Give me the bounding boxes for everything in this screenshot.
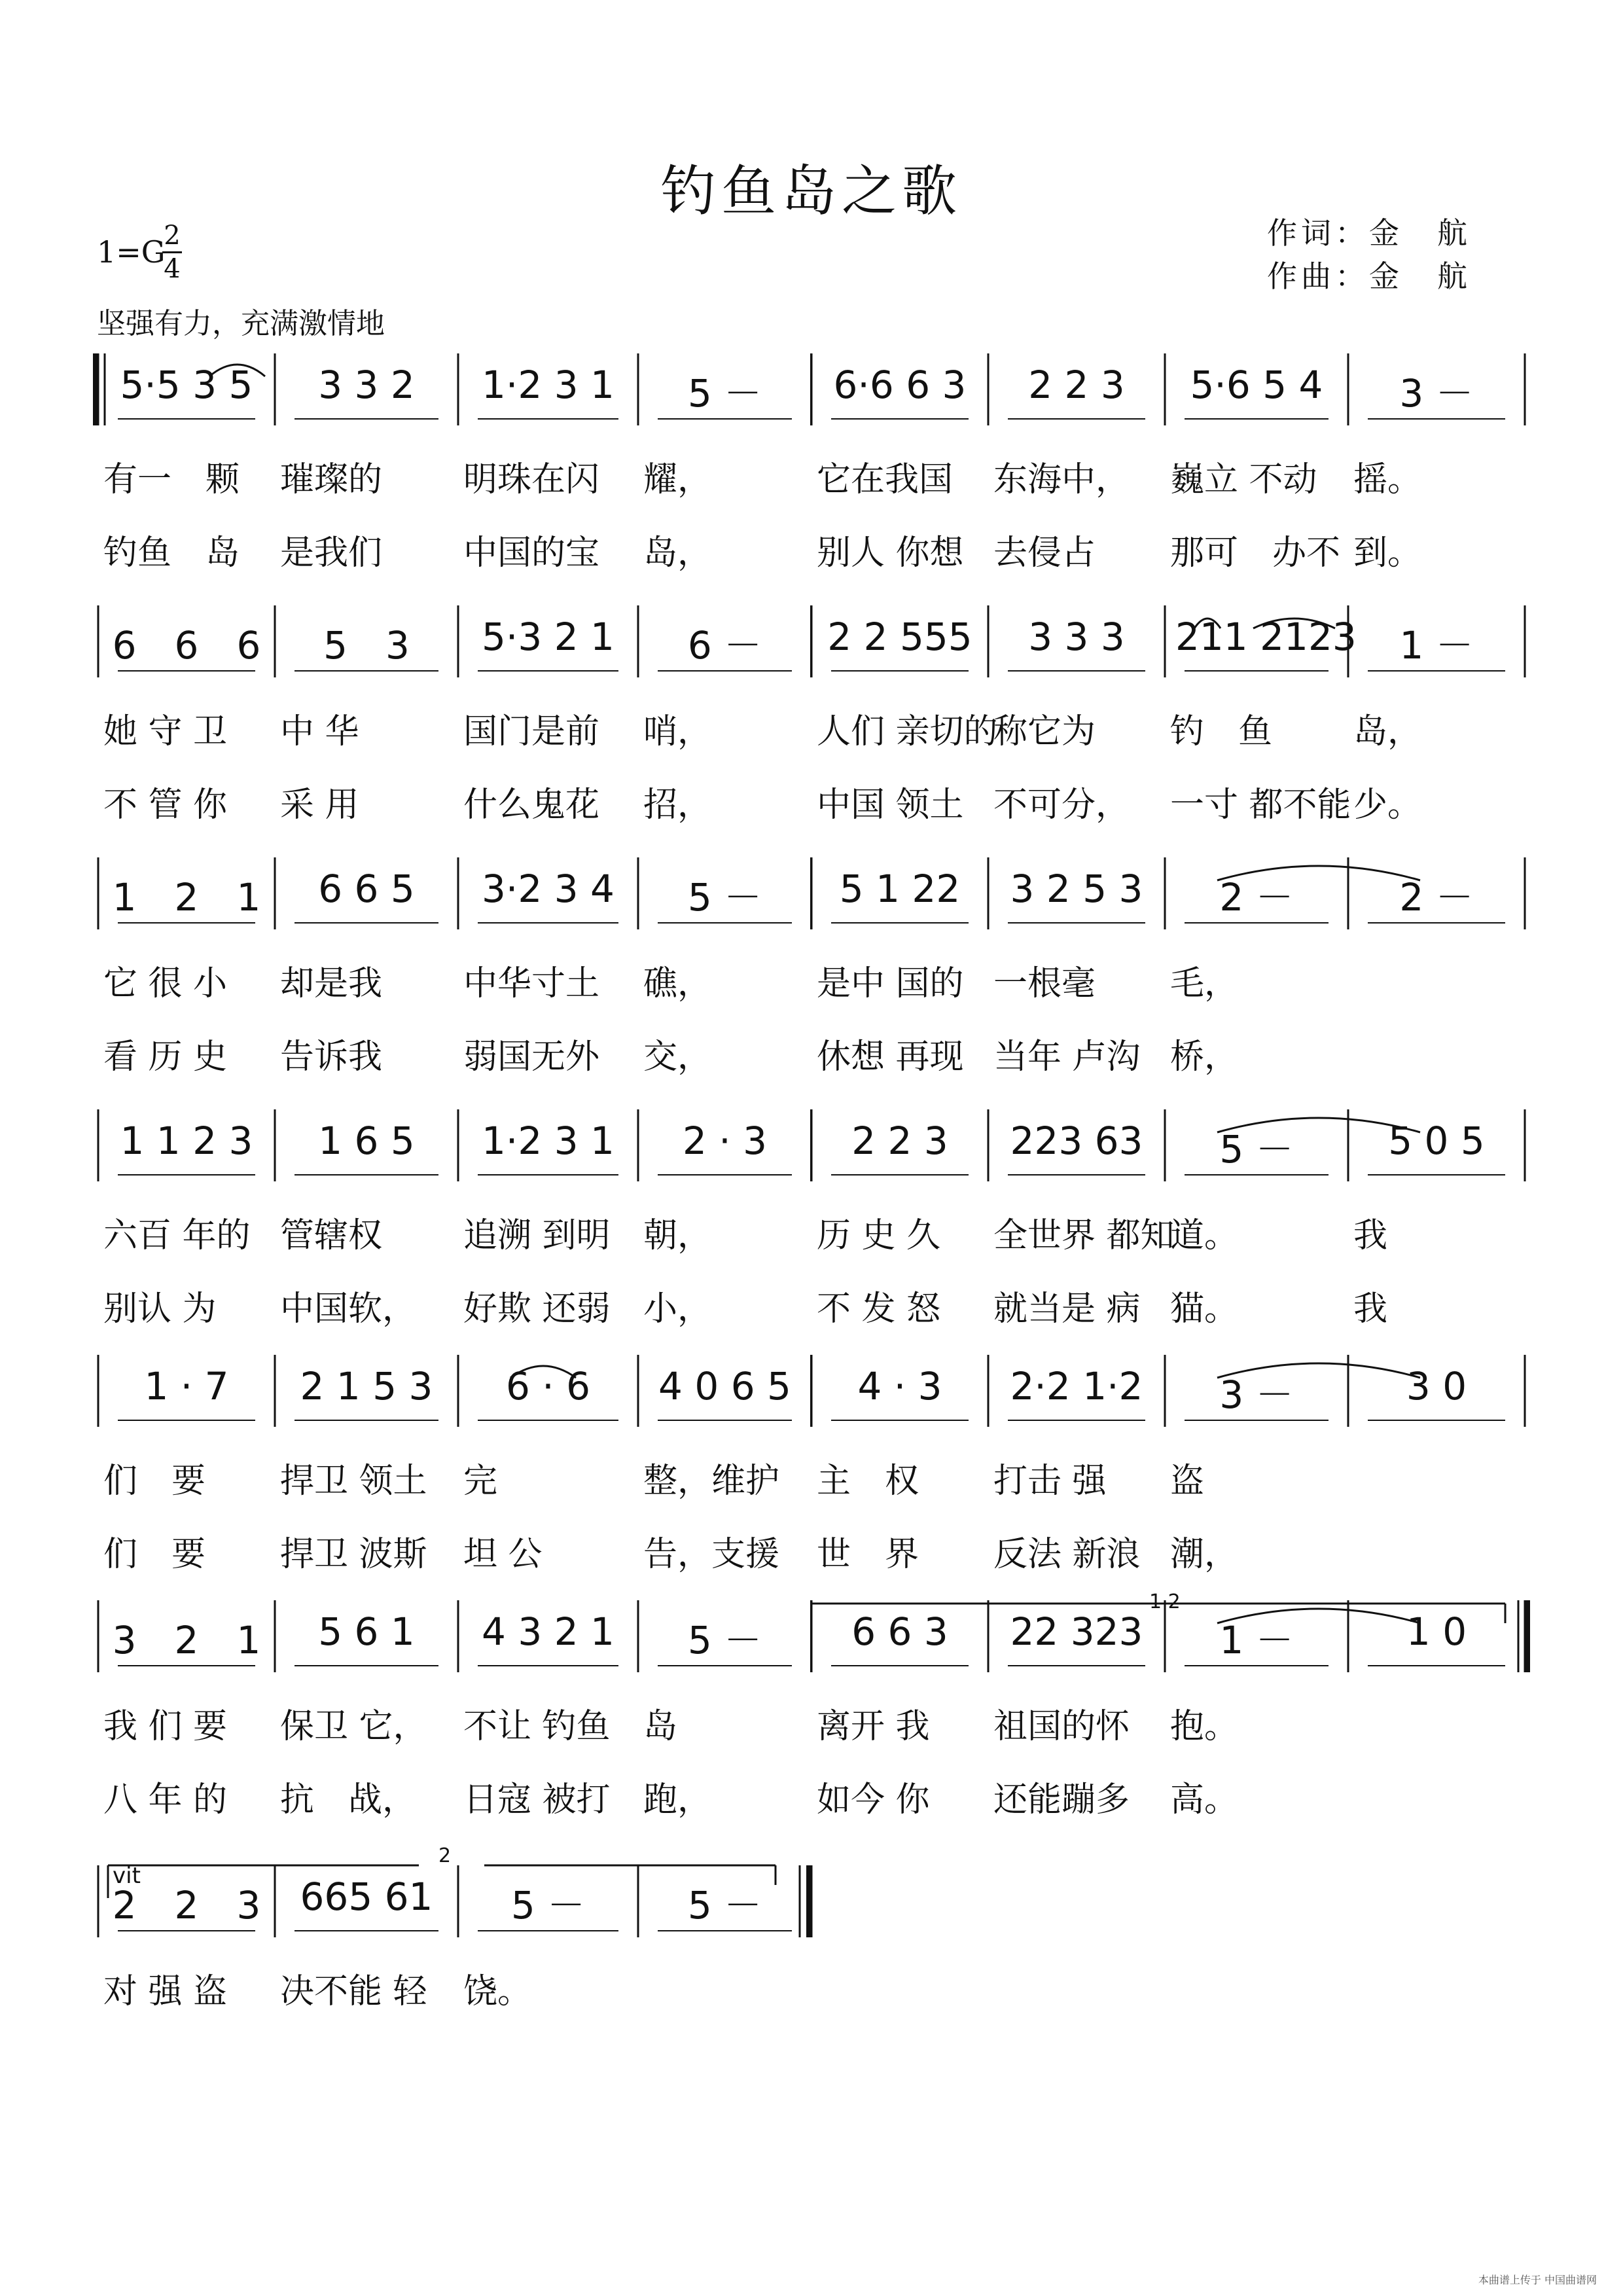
measure-notes: 6 6 6 (112, 623, 261, 668)
lyric-verse-2: 那可 办不 (1170, 533, 1341, 573)
measure-notes: 6 6 3 (851, 1609, 948, 1654)
measure-notes: 2 2 555 (827, 615, 972, 659)
lyric-verse-1: 盗 (1170, 1462, 1205, 1501)
lyric-verse-2: 去侵占 (993, 533, 1096, 573)
lyric-verse-1: 毛， (1170, 964, 1239, 1003)
lyric-verse-1: 全世界 都知 (993, 1216, 1175, 1255)
lyric-verse-2: 们 要 (103, 1535, 206, 1574)
measure-notes: 3 2 5 3 (1010, 867, 1143, 911)
measure-notes: 1 · 7 (144, 1364, 229, 1408)
lyric-verse-1: 礁， (643, 964, 712, 1003)
lyric-verse-1: 朝， (643, 1216, 712, 1255)
measure-notes: 1 － (1219, 1618, 1294, 1662)
lyric-verse-1: 饶。 (463, 1972, 532, 2011)
lyric-verse-1: 们 要 (103, 1462, 206, 1501)
key-signature: 1=G (97, 234, 166, 270)
measure-notes: 5·6 5 4 (1190, 363, 1323, 407)
lyric-verse-2: 一寸 都不能 (1170, 785, 1351, 825)
lyricist-credit: 作词：金 航 (1267, 215, 1471, 251)
volta-second-label: 2 (438, 1844, 452, 1867)
lyric-verse-2: 中国 领土 (817, 785, 964, 825)
lyric-verse-2: 桥， (1170, 1037, 1239, 1077)
measure-notes: 2 · 3 (682, 1119, 768, 1163)
lyric-verse-2: 钓鱼 岛 (103, 533, 240, 573)
measure-notes: 5 － (687, 1618, 762, 1662)
measure-notes: 5 － (1219, 1127, 1294, 1172)
lyric-verse-2: 不可分， (993, 785, 1130, 825)
measure-notes: 6 6 5 (318, 867, 415, 911)
measure-notes: 5 － (510, 1883, 586, 1928)
lyric-verse-1: 它在我国 (817, 460, 954, 499)
lyric-verse-1: 整，维护 (643, 1462, 780, 1501)
lyric-verse-2: 弱国无外 (463, 1037, 600, 1077)
measure-notes: 5 － (687, 875, 762, 920)
measure-notes: 2 2 3 (851, 1119, 948, 1163)
lyric-verse-2: 招， (643, 785, 712, 825)
measure-notes: 1 － (1399, 623, 1474, 668)
measure-notes: 1·2 3 1 (482, 363, 615, 407)
lyric-verse-1: 钓 鱼 (1170, 712, 1273, 751)
lyric-verse-2: 休想 再现 (817, 1037, 964, 1077)
measure-notes: 4 0 6 5 (658, 1364, 791, 1408)
lyric-verse-1: 中华寸土 (463, 964, 600, 1003)
measure-notes: 1 6 5 (318, 1119, 415, 1163)
measure-notes: 2 － (1219, 875, 1294, 920)
lyric-verse-2: 少。 (1353, 785, 1422, 825)
footer-credit: 本曲谱上传于 中国曲谱网 (1478, 2274, 1597, 2286)
measure-notes: 3 2 1 (112, 1618, 261, 1662)
lyric-verse-1: 保卫 它， (280, 1707, 427, 1746)
lyric-verse-2: 不 管 你 (103, 785, 228, 825)
measure-notes: 5·3 2 1 (482, 615, 615, 659)
lyric-verse-2: 中国的宝 (463, 533, 600, 573)
tempo-marking: 坚强有力，充满激情地 (97, 307, 385, 340)
measure-notes: 3 － (1219, 1372, 1294, 1417)
lyric-verse-1: 我 (1353, 1216, 1388, 1255)
measure-notes: 3·2 3 4 (482, 867, 615, 911)
lyric-verse-1: 捍卫 领土 (280, 1462, 427, 1501)
measure-notes: 6 － (687, 623, 762, 668)
lyric-verse-1: 明珠在闪 (463, 460, 600, 499)
measure-notes: 3 － (1399, 371, 1474, 416)
lyric-verse-1: 人们 亲切的 (817, 712, 998, 751)
measure-notes: 5·5 3 5 (120, 363, 253, 407)
measure-notes: 5 6 1 (318, 1609, 415, 1654)
lyric-verse-1: 道。 (1170, 1216, 1239, 1255)
lyric-verse-1: 一根毫 (993, 964, 1096, 1003)
measure-notes: 223 63 (1010, 1119, 1143, 1163)
lyric-verse-2: 跑， (643, 1780, 712, 1820)
measure-notes: 5 0 5 (1388, 1119, 1485, 1163)
lyric-verse-1: 抱。 (1170, 1707, 1239, 1746)
measure-notes: 5 － (687, 1883, 762, 1928)
lyric-verse-2: 抗 战， (280, 1780, 417, 1820)
lyric-verse-1: 有一 颗 (103, 460, 240, 499)
lyric-verse-1: 中 华 (280, 712, 359, 751)
lyric-verse-2: 高。 (1170, 1780, 1239, 1820)
volta-first-label: 1 2 (1149, 1590, 1181, 1613)
lyric-verse-1: 巍立 不动 (1170, 460, 1317, 499)
lyric-verse-1: 我 们 要 (103, 1707, 228, 1746)
lyric-verse-1: 是中 国的 (817, 964, 964, 1003)
lyric-verse-1: 国门是前 (463, 712, 600, 751)
lyric-verse-2: 反法 新浪 (993, 1535, 1141, 1574)
measure-notes: 2 2 3 (112, 1883, 261, 1928)
measure-notes: 22 323 (1010, 1609, 1143, 1654)
lyric-verse-1: 追溯 到明 (463, 1216, 611, 1255)
lyric-verse-2: 告，支援 (643, 1535, 780, 1574)
lyric-verse-1: 不让 钓鱼 (463, 1707, 611, 1746)
lyric-verse-1: 决不能 轻 (280, 1972, 427, 2011)
lyric-verse-2: 当年 卢沟 (993, 1037, 1141, 1077)
measure-notes: 2·2 1·2 (1010, 1364, 1143, 1408)
lyric-verse-1: 对 强 盗 (103, 1972, 228, 2011)
time-signature-bottom: 4 (164, 254, 181, 284)
lyric-verse-1: 祖国的怀 (993, 1707, 1130, 1746)
lyric-verse-2: 不 发 怒 (817, 1289, 941, 1329)
measure-notes: 3 3 3 (1028, 615, 1125, 659)
lyric-verse-1: 打击 强 (993, 1462, 1107, 1501)
lyric-verse-2: 别人 你想 (817, 533, 964, 573)
lyric-verse-2: 还能蹦多 (993, 1780, 1130, 1820)
lyric-verse-1: 哨， (643, 712, 712, 751)
time-signature-top: 2 (164, 221, 181, 251)
lyric-verse-1: 完 (463, 1462, 498, 1501)
measure-notes: 2 － (1399, 875, 1474, 920)
lyric-verse-1: 离开 我 (817, 1707, 930, 1746)
lyric-verse-2: 就当是 病 (993, 1289, 1141, 1329)
lyric-verse-2: 岛， (643, 533, 712, 573)
measure-notes: 2 2 3 (1028, 363, 1125, 407)
lyric-verse-1: 它 很 小 (103, 964, 228, 1003)
lyric-verse-1: 主 权 (817, 1462, 919, 1501)
measure-notes: 6·6 6 3 (833, 363, 967, 407)
lyric-verse-1: 却是我 (280, 964, 383, 1003)
lyric-verse-2: 日寇 被打 (463, 1780, 611, 1820)
composer-credit: 作曲：金 航 (1267, 259, 1471, 294)
measure-notes: 4 3 2 1 (482, 1609, 615, 1654)
song-title: 钓鱼岛之歌 (660, 159, 962, 223)
lyric-verse-1: 历 史 久 (817, 1216, 941, 1255)
lyric-verse-1: 称它为 (993, 712, 1096, 751)
measure-notes: 3 0 (1406, 1364, 1467, 1408)
measure-notes: 6 · 6 (505, 1364, 591, 1408)
measure-notes: 3 3 2 (318, 363, 415, 407)
measure-notes: 1 2 1 (112, 875, 261, 920)
time-signature (162, 221, 182, 283)
lyric-verse-2: 坦 公 (463, 1535, 543, 1574)
lyric-verse-2: 采 用 (280, 785, 359, 825)
lyric-verse-2: 交， (643, 1037, 712, 1077)
lyric-verse-2: 告诉我 (280, 1037, 383, 1077)
measure-notes: 4 · 3 (857, 1364, 942, 1408)
lyric-verse-1: 东海中， (993, 460, 1130, 499)
lyric-verse-1: 耀， (643, 460, 712, 499)
lyric-verse-2: 看 历 史 (103, 1037, 228, 1077)
lyric-verse-1: 璀璨的 (280, 460, 383, 499)
measure-notes: 5 3 (323, 623, 410, 668)
lyric-verse-1: 岛 (643, 1707, 678, 1746)
measure-notes: 1 0 (1406, 1609, 1467, 1654)
measure-notes: 1·2 3 1 (482, 1119, 615, 1163)
lyric-verse-1: 管辖权 (280, 1216, 383, 1255)
measure-notes: 2 1 5 3 (300, 1364, 433, 1408)
lyric-verse-2: 什么鬼花 (463, 785, 600, 825)
lyric-verse-1: 六百 年的 (103, 1216, 251, 1255)
measure-notes: 211 2123 (1175, 615, 1357, 659)
measure-notes: 5 1 22 (839, 867, 961, 911)
lyric-verse-2: 中国软， (280, 1289, 417, 1329)
lyric-verse-1: 她 守 卫 (103, 712, 228, 751)
lyric-verse-2: 到。 (1353, 533, 1422, 573)
lyric-verse-2: 潮， (1170, 1535, 1239, 1574)
vit-marking: vit (113, 1863, 141, 1889)
lyric-verse-2: 捍卫 波斯 (280, 1535, 427, 1574)
lyric-verse-2: 小， (643, 1289, 712, 1329)
lyric-verse-2: 我 (1353, 1289, 1388, 1329)
lyric-verse-2: 是我们 (280, 533, 383, 573)
lyric-verse-2: 别认 为 (103, 1289, 217, 1329)
lyric-verse-2: 好欺 还弱 (463, 1289, 611, 1329)
lyric-verse-2: 如今 你 (817, 1780, 930, 1820)
lyric-verse-2: 世 界 (817, 1535, 919, 1574)
measure-notes: 665 61 (300, 1874, 433, 1919)
measure-notes: 1 1 2 3 (120, 1119, 253, 1163)
lyric-verse-1: 摇。 (1353, 460, 1422, 499)
lyric-verse-2: 八 年 的 (103, 1780, 228, 1820)
lyric-verse-2: 猫。 (1170, 1289, 1239, 1329)
lyric-verse-1: 岛， (1353, 712, 1422, 751)
measure-notes: 5 － (687, 371, 762, 416)
